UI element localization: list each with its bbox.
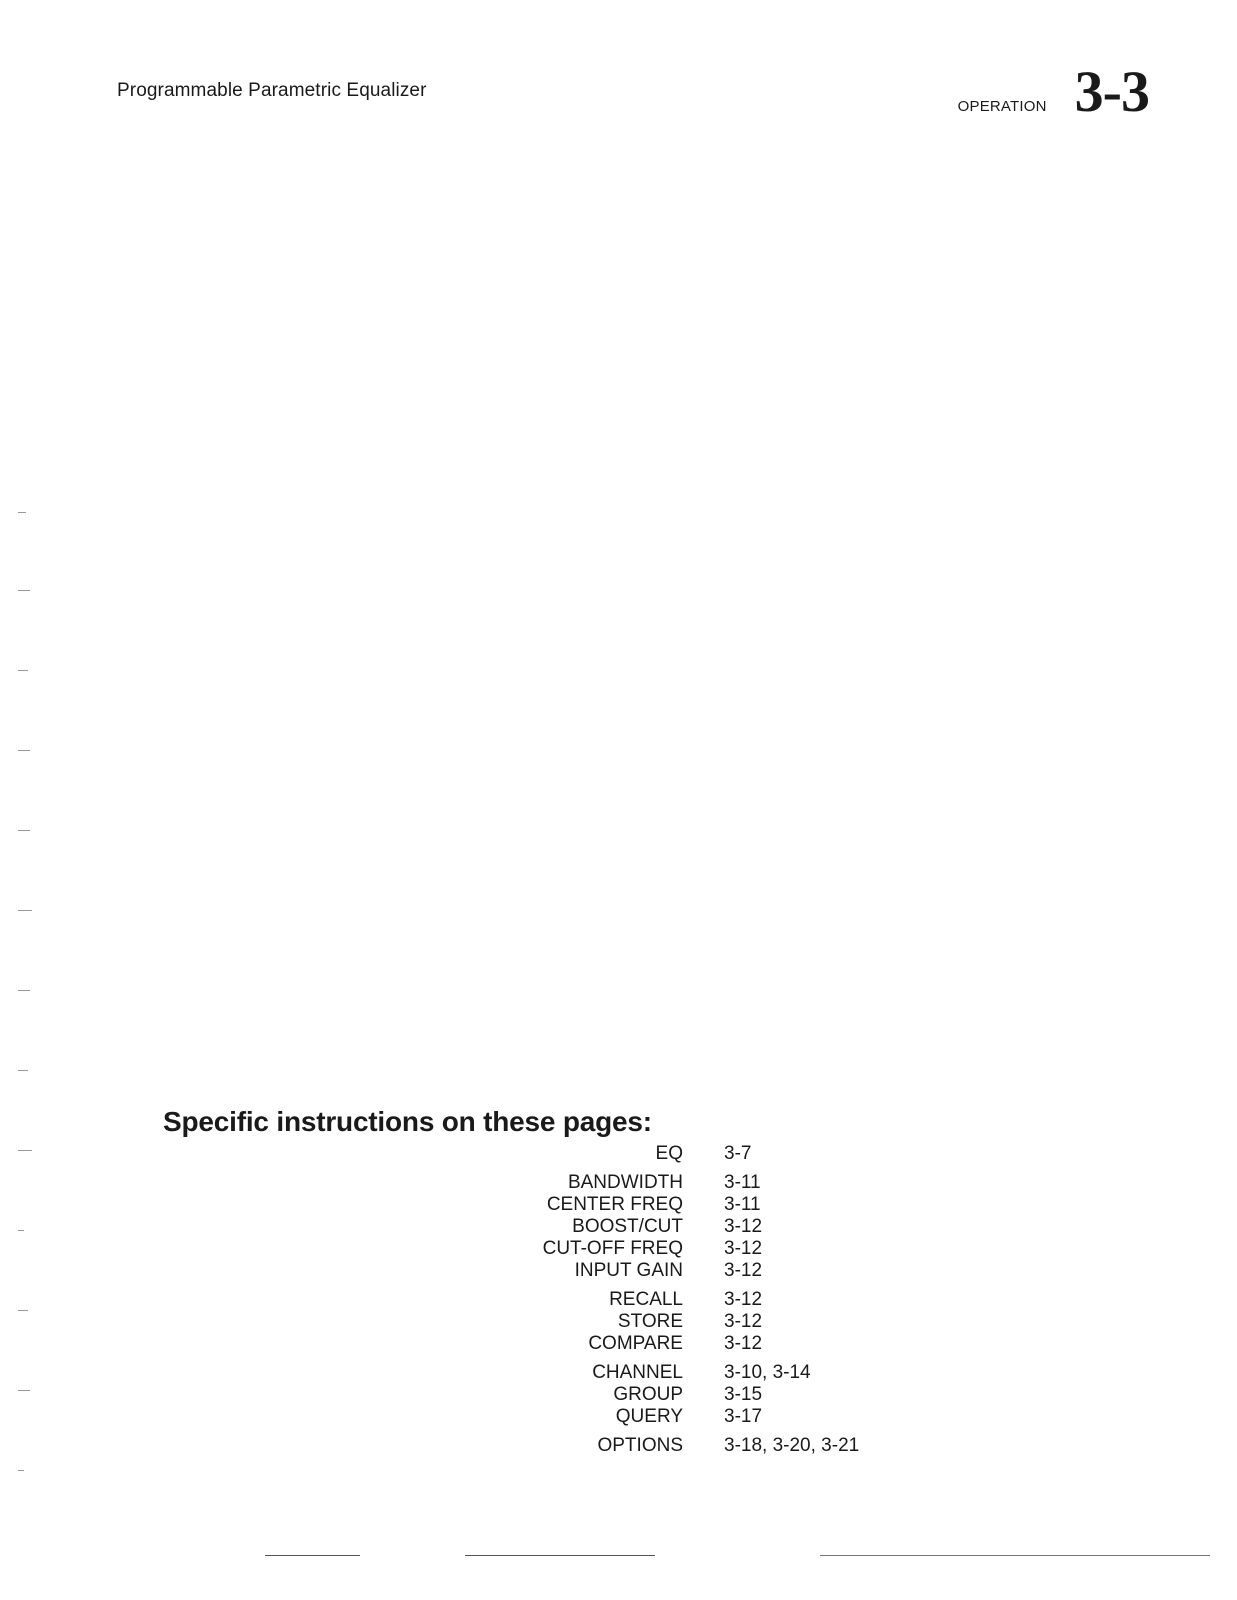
index-pages: 3-12: [724, 1333, 763, 1354]
index-row: [440, 1143, 960, 1165]
scan-edge-mark: [18, 1070, 28, 1071]
index-pages: 3-18, 3-20, 3-21: [724, 1435, 860, 1456]
index-pages: 3-7: [724, 1143, 752, 1164]
instructions-index: [440, 1143, 960, 1464]
index-term: RECALL: [609, 1289, 683, 1310]
index-term: EQ: [655, 1143, 683, 1164]
scan-edge-mark: [18, 990, 30, 991]
index-pages: 3-12: [724, 1260, 763, 1281]
index-row: [440, 1260, 960, 1282]
document-title: Programmable Parametric Equalizer: [117, 80, 427, 101]
footer-rule: [265, 1555, 360, 1556]
index-term: QUERY: [615, 1406, 683, 1427]
index-pages: 3-12: [724, 1238, 763, 1259]
index-pages: 3-10, 3-14: [724, 1362, 811, 1383]
index-row: [440, 1333, 960, 1355]
index-row: [440, 1406, 960, 1428]
index-pages: 3-15: [724, 1384, 763, 1405]
scan-edge-mark: [18, 512, 26, 513]
index-row: [440, 1289, 960, 1311]
scan-edge-mark: [18, 1150, 32, 1151]
footer-rule: [465, 1555, 655, 1556]
index-row: [440, 1194, 960, 1216]
index-term: CUT-OFF FREQ: [542, 1238, 683, 1259]
index-row: [440, 1172, 960, 1194]
index-row: [440, 1384, 960, 1406]
scan-edge-mark: [18, 1390, 30, 1391]
scan-edge-mark: [18, 1230, 24, 1231]
index-row: [440, 1362, 960, 1384]
scan-edge-mark: [18, 590, 30, 591]
index-row: [440, 1238, 960, 1260]
index-pages: 3-11: [724, 1194, 761, 1215]
index-group: [440, 1435, 960, 1457]
scan-edge-mark: [18, 830, 30, 831]
index-group: [440, 1362, 960, 1428]
footer-rule: [820, 1555, 1210, 1556]
index-group: [440, 1143, 960, 1165]
section-label: OPERATION: [957, 98, 1047, 115]
index-row: [440, 1216, 960, 1238]
index-pages: 3-11: [724, 1172, 761, 1193]
index-term: CENTER FREQ: [546, 1194, 683, 1215]
scan-edge-mark: [18, 910, 32, 911]
index-pages: 3-17: [724, 1406, 763, 1427]
scan-edge-mark: [18, 750, 30, 751]
index-pages: 3-12: [724, 1311, 763, 1332]
index-group: [440, 1289, 960, 1355]
index-pages: 3-12: [724, 1216, 763, 1237]
index-row: [440, 1311, 960, 1333]
index-term: INPUT GAIN: [574, 1260, 683, 1281]
index-term: STORE: [617, 1311, 683, 1332]
index-term: BANDWIDTH: [567, 1172, 683, 1193]
instructions-heading: Specific instructions on these pages:: [163, 1106, 652, 1137]
index-group: [440, 1172, 960, 1282]
index-term: BOOST/CUT: [572, 1216, 683, 1237]
scan-edge-mark: [18, 1470, 24, 1471]
index-term: GROUP: [613, 1384, 683, 1405]
scan-edge-mark: [18, 670, 28, 671]
index-term: COMPARE: [588, 1333, 683, 1354]
index-pages: 3-12: [724, 1289, 763, 1310]
index-term: OPTIONS: [597, 1435, 683, 1456]
index-term: CHANNEL: [592, 1362, 683, 1383]
scan-edge-mark: [18, 1310, 28, 1311]
header-right: [958, 58, 1149, 125]
page-number: 3-3: [1074, 59, 1149, 124]
index-row: [440, 1435, 960, 1457]
